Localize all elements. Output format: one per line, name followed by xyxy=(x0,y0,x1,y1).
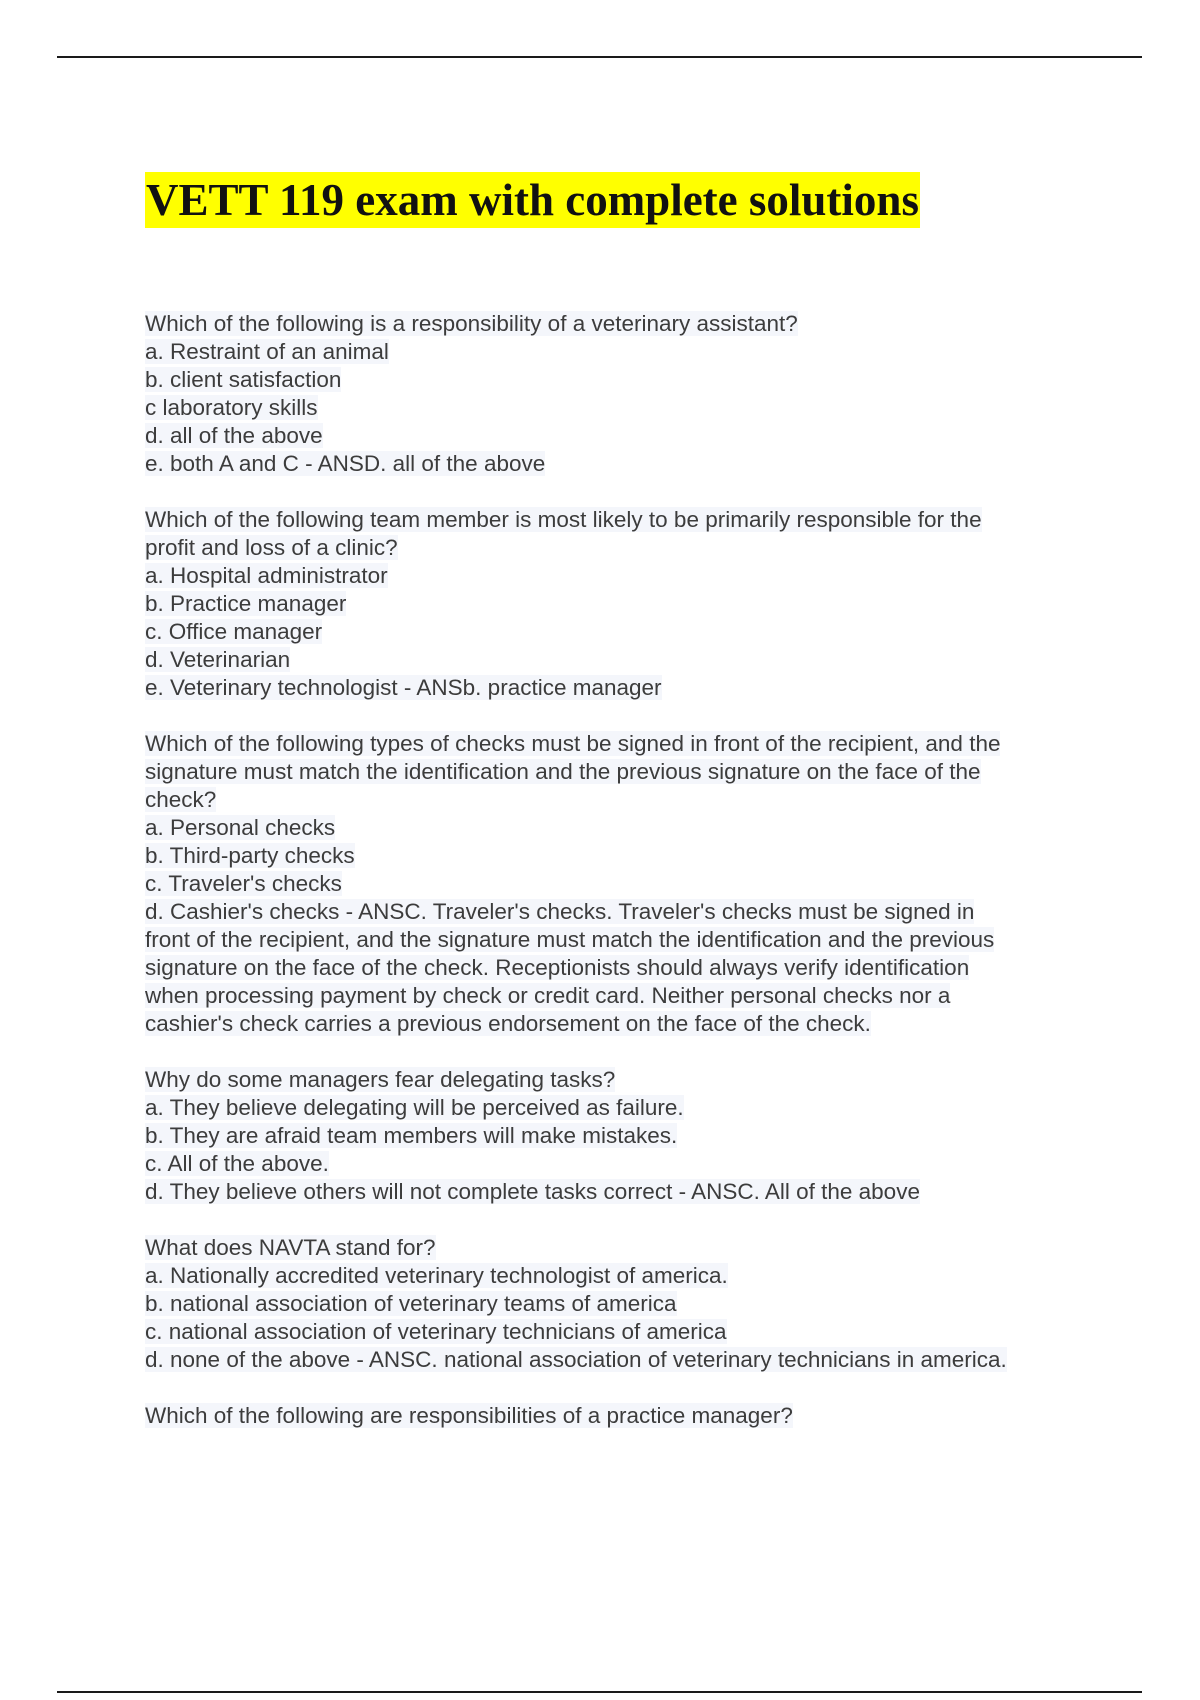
answer-option: c. Traveler's checks xyxy=(145,871,342,896)
question-block xyxy=(145,1402,1085,1430)
answer-option-with-solution: e. Veterinary technologist - ANSb. practice manager xyxy=(145,675,662,700)
question-text: What does NAVTA stand for? xyxy=(145,1235,436,1260)
answer-option: a. Hospital administrator xyxy=(145,563,388,588)
question-block xyxy=(145,1234,1085,1374)
answer-option: b. Third-party checks xyxy=(145,843,355,868)
answer-option: a. Restraint of an animal xyxy=(145,339,389,364)
document-title: VETT 119 exam with complete solutions xyxy=(145,172,920,228)
question-block xyxy=(145,730,1085,1038)
answer-option-with-solution: d. Cashier's checks - ANSC. Traveler's checks. Traveler's checks must be signed in xyxy=(145,899,975,924)
solution-explanation: cashier's check carries a previous endorsement on the face of the check. xyxy=(145,1011,871,1036)
question-list xyxy=(145,310,1085,1430)
answer-option: b. Practice manager xyxy=(145,591,347,616)
answer-option: c. All of the above. xyxy=(145,1151,329,1176)
question-text: Which of the following team member is most likely to be primarily responsible for the xyxy=(145,507,982,532)
answer-option: c laboratory skills xyxy=(145,395,318,420)
question-text: check? xyxy=(145,787,217,812)
question-text: Which of the following is a responsibility of a veterinary assistant? xyxy=(145,311,798,336)
document-body xyxy=(145,172,1085,1458)
answer-option: c. national association of veterinary technicians of america xyxy=(145,1319,727,1344)
answer-option: b. They are afraid team members will make mistakes. xyxy=(145,1123,678,1148)
answer-option-with-solution: d. none of the above - ANSC. national association of veterinary technicians in america. xyxy=(145,1347,1007,1372)
question-block xyxy=(145,1066,1085,1206)
top-rule xyxy=(57,56,1142,58)
answer-option-with-solution: e. both A and C - ANSD. all of the above xyxy=(145,451,546,476)
question-text: Which of the following are responsibilities of a practice manager? xyxy=(145,1403,793,1428)
question-text: profit and loss of a clinic? xyxy=(145,535,398,560)
answer-option: d. all of the above xyxy=(145,423,323,448)
answer-option: a. Nationally accredited veterinary technologist of america. xyxy=(145,1263,728,1288)
solution-explanation: front of the recipient, and the signature must match the identification and the previous xyxy=(145,927,995,952)
answer-option-with-solution: d. They believe others will not complete tasks correct - ANSC. All of the above xyxy=(145,1179,920,1204)
answer-option: c. Office manager xyxy=(145,619,323,644)
solution-explanation: signature on the face of the check. Receptionists should always verify identification xyxy=(145,955,970,980)
answer-option: a. They believe delegating will be perceived as failure. xyxy=(145,1095,684,1120)
answer-option: a. Personal checks xyxy=(145,815,336,840)
bottom-rule xyxy=(57,1691,1142,1693)
question-text: signature must match the identification and the previous signature on the face of the xyxy=(145,759,981,784)
answer-option: b. national association of veterinary teams of america xyxy=(145,1291,677,1316)
question-text: Which of the following types of checks must be signed in front of the recipient, and the xyxy=(145,731,1001,756)
question-block xyxy=(145,506,1085,702)
answer-option: b. client satisfaction xyxy=(145,367,342,392)
answer-option: d. Veterinarian xyxy=(145,647,291,672)
solution-explanation: when processing payment by check or credit card. Neither personal checks nor a xyxy=(145,983,951,1008)
question-text: Why do some managers fear delegating tasks? xyxy=(145,1067,616,1092)
question-block xyxy=(145,310,1085,478)
